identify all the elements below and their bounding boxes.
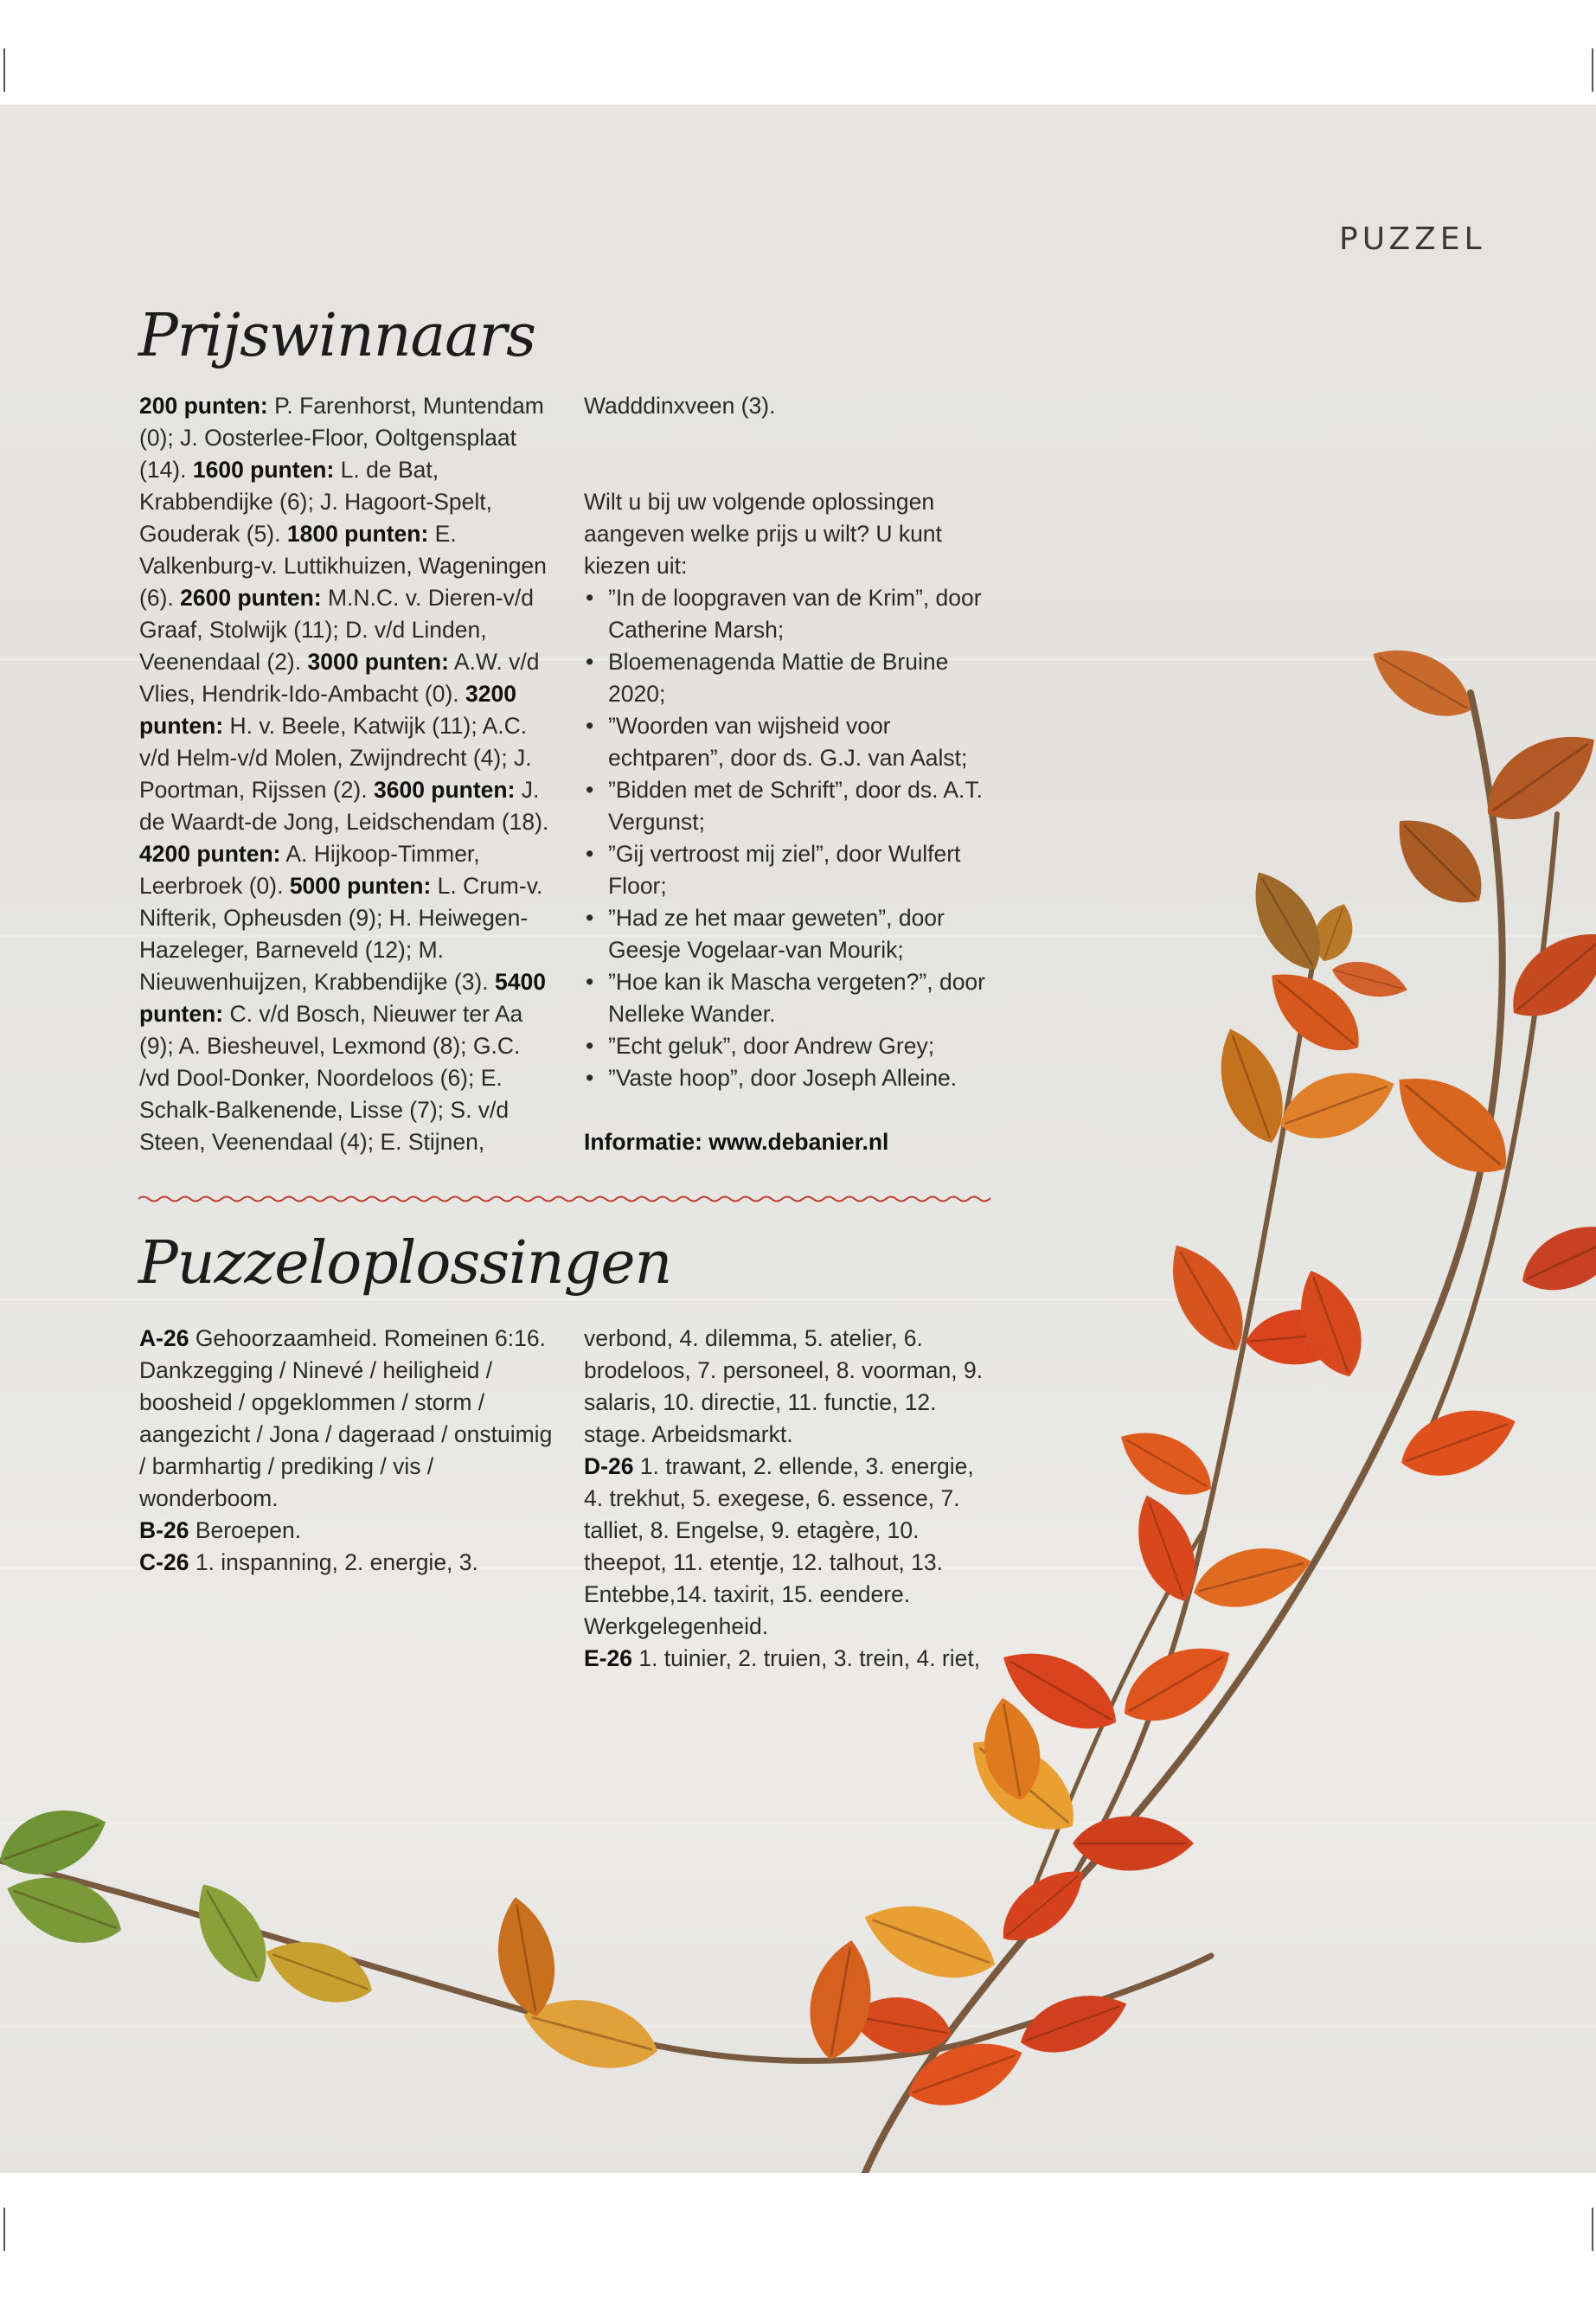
winner-label: 1600 punten: bbox=[192, 457, 335, 483]
winner-label: 3000 punten: bbox=[307, 649, 449, 675]
winner-text: E. Valkenburg-v. Luttikhuizen, Wageningen (6). bbox=[139, 521, 547, 611]
solution-text: Gehoorzaamheid. Romeinen 6:16. Dankzegging / Ninevé / heiligheid / boosheid / opgeklommen / storm / aangezicht / Jona / dageraad / onstuimig / barmhartig / prediking / vis / wonderboom. bbox=[139, 1325, 553, 1511]
crop-mark-bottom-left bbox=[3, 2208, 5, 2251]
winner-text: C. v/d Bosch, Nieuwer ter Aa (9); A. Biesheuvel, Lexmond (8); G.C. /vd Dool-Donker, Noordeloos (6); E. Schalk-Balkenende, Lisse (7); S. v/d Steen, Veenendaal (4); E. Stijnen, bbox=[139, 1001, 523, 1155]
winner-label: 200 punten: bbox=[139, 393, 268, 419]
winner-text: J. de Waardt-de Jong, Leidschendam (18). bbox=[139, 777, 549, 835]
solution-text: 1. inspanning, 2. energie, 3. bbox=[195, 1549, 478, 1575]
crop-mark-bottom-right bbox=[1592, 2208, 1593, 2251]
winner-text: A.W. v/d Vlies, Hendrik-Ido-Ambacht (0). bbox=[139, 649, 540, 707]
prize-item: • ”Hoe kan ik Mascha vergeten?”, door Nelleke Wander. bbox=[584, 966, 999, 1030]
solutions-column-2 bbox=[584, 1323, 999, 1676]
section-label: PUZZEL bbox=[1339, 221, 1486, 257]
winner-text: L. de Bat, Krabbendijke (6); J. Hagoort-Spelt, Gouderak (5). bbox=[139, 457, 493, 547]
winner-text: L. Crum-v. Nifterik, Opheusden (9); H. Heiwegen-Hazeleger, Barneveld (12); M. Nieuwenhuijzen, Krabbendijke (3). bbox=[139, 873, 543, 995]
solution-label: B-26 bbox=[139, 1517, 189, 1543]
prize-item: • ”Bidden met de Schrift”, door ds. A.T. Vergunst; bbox=[584, 774, 999, 838]
winners-column-1 bbox=[139, 390, 554, 1158]
solutions-list-continued bbox=[584, 1323, 999, 1676]
winner-label: 3600 punten: bbox=[373, 777, 516, 803]
prize-item: • ”Vaste hoop”, door Joseph Alleine. bbox=[584, 1062, 999, 1094]
solution-text: 1. tuinier, 2. truien, 3. trein, 4. riet, bbox=[638, 1645, 981, 1671]
solution-label: C-26 bbox=[139, 1549, 189, 1575]
solution-label: A-26 bbox=[139, 1325, 189, 1351]
solution-text: 1. trawant, 2. ellende, 3. energie, 4. trekhut, 5. exegese, 6. essence, 7. talliet, 8. Engelse, 9. etagère, 10. theepot, 11. etentje, 12. talhout, 13. Entebbe,14. taxirit, 15. eendere. Werkgelegenheid. bbox=[584, 1453, 974, 1639]
winners-list bbox=[139, 390, 554, 1158]
prize-item: • Bloemenagenda Mattie de Bruine 2020; bbox=[584, 646, 999, 710]
prize-item: • ”Echt geluk”, door Andrew Grey; bbox=[584, 1030, 999, 1062]
solution-text: Beroepen. bbox=[189, 1517, 302, 1543]
winner-text: A. Hijkoop-Timmer, Leerbroek (0). bbox=[139, 841, 480, 899]
winner-text: P. Farenhorst, Muntendam (0); J. Oosterlee-Floor, Ooltgensplaat (14). bbox=[139, 393, 544, 483]
info-link[interactable]: Informatie: www.debanier.nl bbox=[584, 1129, 889, 1155]
prize-item: • ”In de loopgraven van de Krim”, door Catherine Marsh; bbox=[584, 582, 999, 646]
prize-intro: Wilt u bij uw volgende oplossingen aangeven welke prijs u wilt? U kunt kiezen uit: bbox=[584, 489, 942, 579]
prize-item: • ”Woorden van wijsheid voor echtparen”, door ds. G.J. van Aalst; bbox=[584, 710, 999, 774]
winner-text: H. v. Beele, Katwijk (11); A.C. v/d Helm-v/d Molen, Zwijndrecht (4); J. Poortman, Rijssen (2). bbox=[139, 713, 532, 803]
prize-list bbox=[584, 582, 999, 1094]
solutions-list bbox=[139, 1323, 554, 1579]
winner-label: 5000 punten: bbox=[289, 873, 432, 899]
solution-label: E-26 bbox=[584, 1645, 632, 1671]
puzzeloplossingen-title: Puzzeloplossingen bbox=[138, 1229, 672, 1298]
prijswinnaars-title: Prijswinnaars bbox=[138, 302, 536, 370]
winner-text: M.N.C. v. Dieren-v/d Graaf, Stolwijk (11); D. v/d Linden, Veenendaal (2). bbox=[139, 585, 534, 675]
prize-item: • ”Gij vertroost mij ziel”, door Wulfert Floor; bbox=[584, 838, 999, 902]
winner-label: 1800 punten: bbox=[286, 521, 429, 547]
solutions-column-1 bbox=[139, 1323, 554, 1579]
solution-label: D-26 bbox=[584, 1453, 634, 1479]
wavy-divider bbox=[138, 1192, 990, 1206]
winners-column-2 bbox=[584, 390, 999, 1167]
winner-label: 2600 punten: bbox=[180, 585, 322, 611]
winner-label: 3200 punten: bbox=[139, 681, 516, 739]
winner-label: 5400 punten: bbox=[139, 969, 546, 1027]
prize-item: • ”Had ze het maar geweten”, door Geesje Vogelaar-van Mourik; bbox=[584, 902, 999, 966]
solution-text: verbond, 4. dilemma, 5. atelier, 6. brodeloos, 7. personeel, 8. voorman, 9. salaris, 10. directie, 11. functie, 12. stage. Arbeidsmarkt. bbox=[584, 1325, 984, 1447]
winner-label: 4200 punten: bbox=[139, 841, 281, 867]
crop-mark-top-right bbox=[1592, 48, 1593, 92]
winners-list-continued bbox=[584, 390, 999, 422]
crop-mark-top-left bbox=[3, 48, 5, 92]
winner-text: Wadddinxveen (3). bbox=[584, 393, 776, 419]
magazine-page bbox=[0, 105, 1596, 2173]
